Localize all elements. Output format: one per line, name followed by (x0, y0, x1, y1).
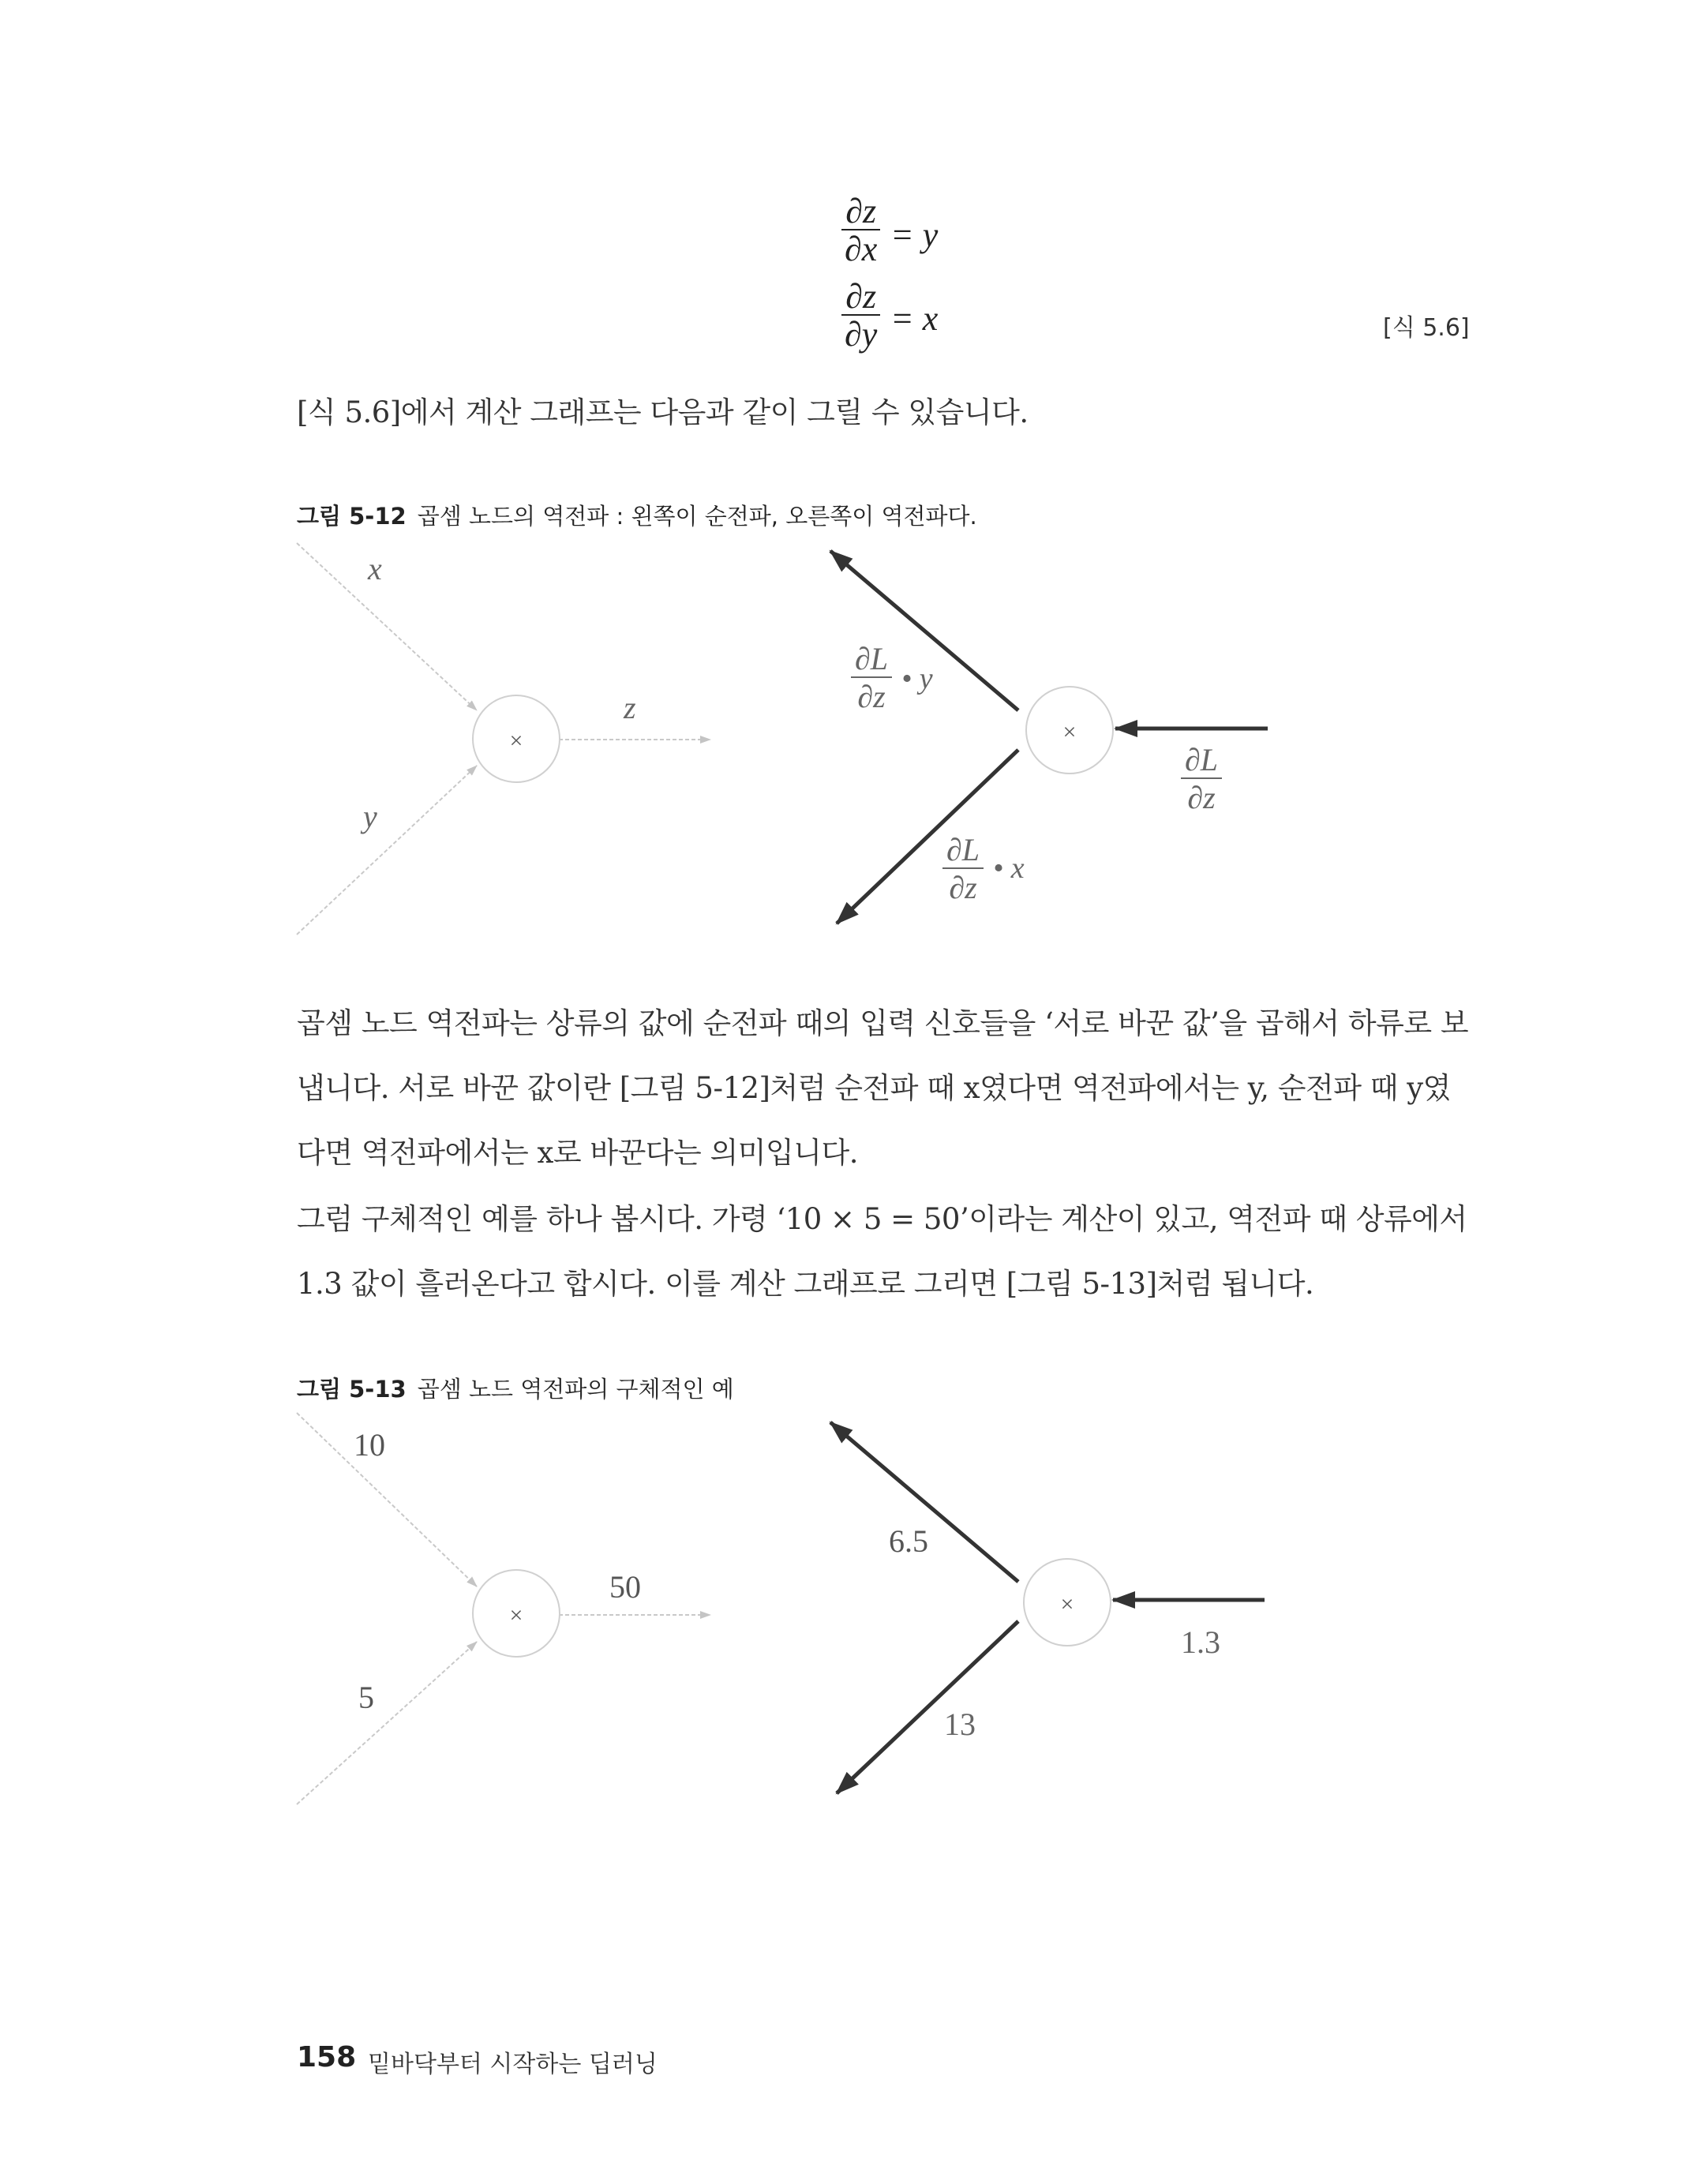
figure2-backward (830, 1422, 1265, 1793)
equation-tag: [식 5.6] (1383, 314, 1470, 342)
fwd2-label-bottom: 5 (358, 1680, 374, 1715)
bwd2-label-lower: 13 (944, 1706, 976, 1742)
bwd2-label-upstream: 1.3 (1181, 1624, 1220, 1660)
fwd1-edge-top (297, 543, 477, 710)
fwd2-edge-top (297, 1413, 477, 1586)
fwd2-node-symbol: × (509, 1602, 523, 1628)
bwd1-node-symbol: × (1062, 719, 1077, 745)
fwd2-edge-bottom (297, 1642, 477, 1804)
paragraph-1-line-3: 다면 역전파에서는 x로 바꾼다는 의미입니다. (297, 1136, 859, 1170)
fwd1-label-x: x (368, 551, 382, 586)
bwd1-lower-num: ∂L (946, 832, 980, 867)
bwd1-edge-lower (837, 750, 1018, 923)
bwd1-upstream-num: ∂L (1184, 742, 1219, 777)
figure2-forward (297, 1413, 710, 1804)
bwd1-lower-den: ∂z (949, 870, 977, 905)
fwd2-label-out: 50 (609, 1569, 641, 1605)
paragraph-2-line-1: 그럼 구체적인 예를 하나 봅시다. 가령 ‘10 × 5 = 50’이라는 계산이 있고, 역전파 때 상류에서 (297, 1202, 1467, 1236)
fwd2-label-top: 10 (354, 1427, 385, 1463)
bwd1-upper-suffix: • y (901, 662, 933, 695)
book-title: 밑바닥부터 시작하는 딥러닝 (368, 2051, 658, 2078)
eq2-numerator: ∂z (845, 277, 877, 316)
figure1-caption-text: 곱셈 노드의 역전파 : 왼쪽이 순전파, 오른쪽이 역전파다. (417, 503, 977, 530)
eq2-denominator: ∂y (841, 314, 880, 352)
fwd1-node-symbol: × (509, 728, 523, 754)
eq2-rhs: = x (890, 299, 939, 338)
paragraph-2-line-2: 1.3 값이 흘러온다고 합시다. 이를 계산 그래프로 그리면 [그림 5-13]처럼 됩니다. (297, 1267, 1314, 1301)
bwd1-upstream-den: ∂z (1187, 780, 1216, 815)
eq1-rhs: = y (890, 215, 939, 254)
bwd1-lower-suffix: • x (993, 852, 1025, 885)
intro-text: [식 5.6]에서 계산 그래프는 다음과 같이 그릴 수 있습니다. (297, 395, 1029, 429)
fwd1-label-z: z (624, 690, 636, 725)
paragraph-1-line-2: 냅니다. 서로 바꾼 값이란 [그림 5-12]처럼 순전파 때 x였다면 역전파에서는 y, 순전파 때 y였 (297, 1071, 1451, 1105)
fwd1-edge-bottom (297, 766, 477, 935)
bwd2-edge-lower (837, 1621, 1018, 1793)
bwd2-label-upper: 6.5 (889, 1523, 928, 1559)
figure2-label: 그림 5-13 (297, 1376, 407, 1403)
page-number: 158 (297, 2041, 357, 2073)
figure2-caption (297, 1372, 734, 1404)
figure2-caption-text: 곱셈 노드 역전파의 구체적인 예 (417, 1376, 734, 1403)
fwd1-label-y: y (363, 799, 377, 834)
bwd2-node-symbol: × (1060, 1591, 1074, 1617)
bwd1-upper-den: ∂z (857, 679, 886, 714)
figure1-forward (297, 543, 710, 935)
eq1-numerator: ∂z (845, 192, 877, 230)
figure1-label: 그림 5-12 (297, 503, 407, 530)
eq1-denominator: ∂x (841, 229, 880, 267)
figure1-backward (830, 551, 1268, 923)
paragraph-1-line-1: 곱셈 노드 역전파는 상류의 값에 순전파 때의 입력 신호들을 ‘서로 바꾼 값’을 곱해서 하류로 보 (297, 1006, 1469, 1040)
paragraph-1 (297, 991, 1489, 1186)
paragraph-2 (297, 1187, 1489, 1317)
bwd1-upper-num: ∂L (854, 641, 889, 676)
